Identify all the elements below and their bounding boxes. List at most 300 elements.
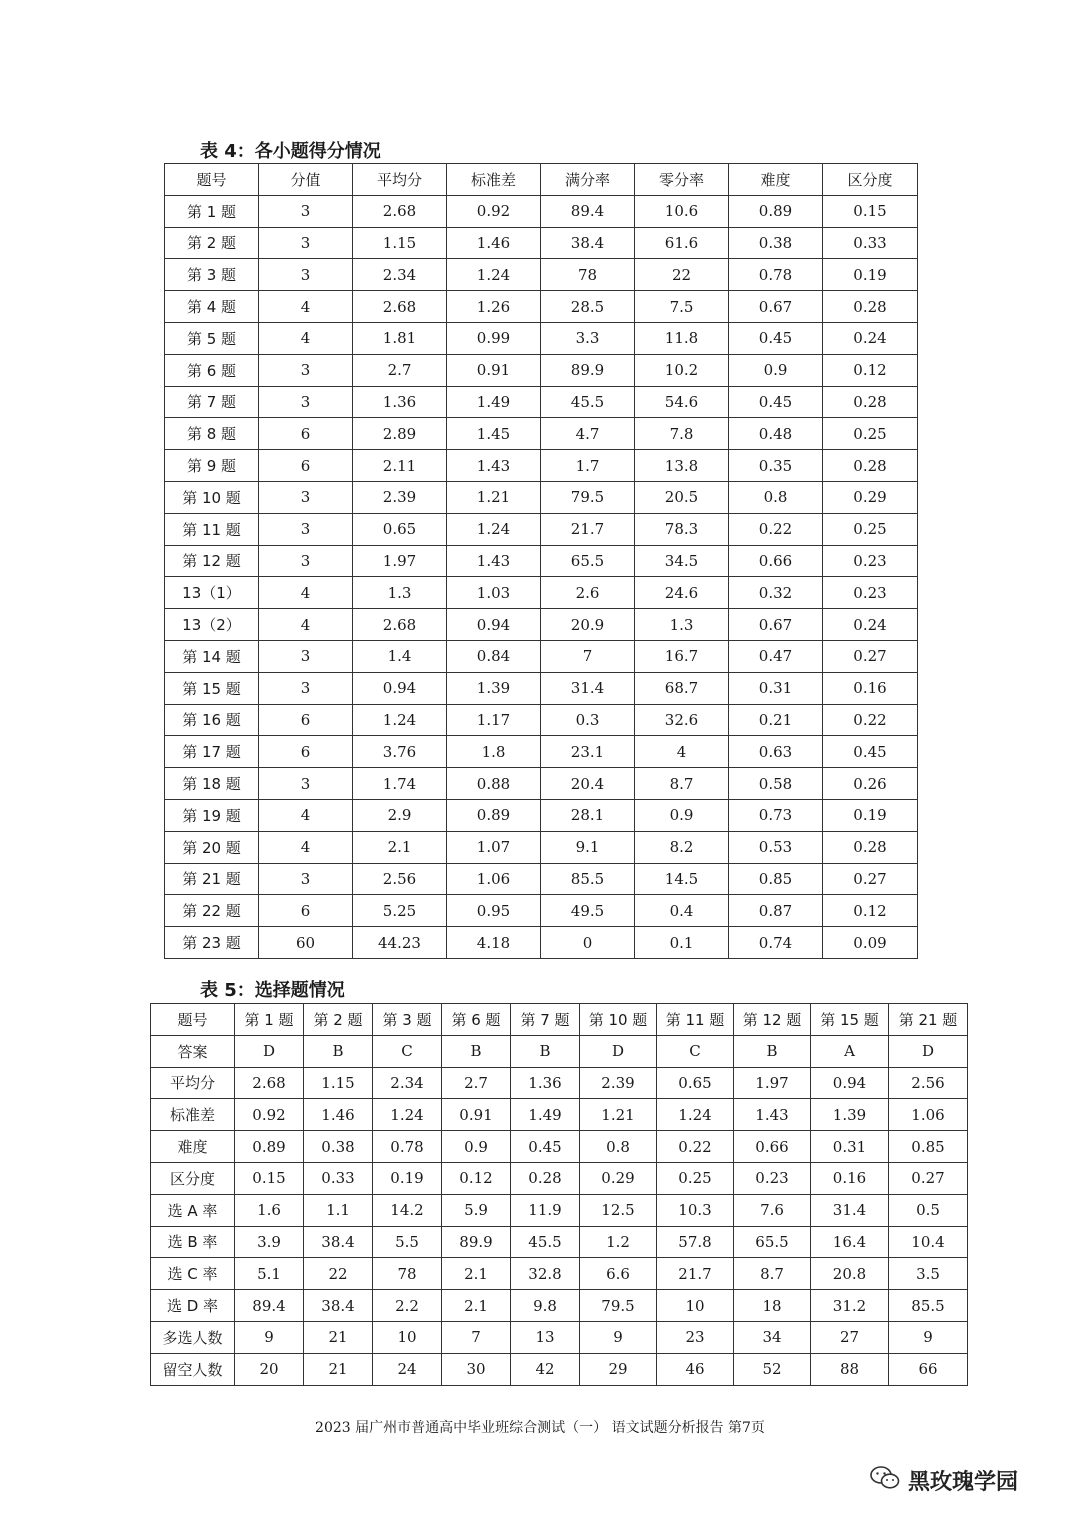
- table-cell: 2.56: [353, 863, 447, 895]
- table5-multiple-choice: [150, 1003, 968, 1386]
- table-cell: 1.97: [353, 545, 447, 577]
- table-cell: 78: [541, 259, 635, 291]
- table-cell: 1.1: [304, 1194, 373, 1226]
- table-cell: 14.2: [373, 1194, 442, 1226]
- table-cell: 2.7: [442, 1067, 511, 1099]
- table-cell: 0.4: [635, 895, 729, 927]
- table-row: [151, 1258, 968, 1290]
- table-row: [151, 1194, 968, 1226]
- table-cell: 13.8: [635, 450, 729, 482]
- table-cell: 46: [657, 1353, 734, 1385]
- table-row: [165, 799, 918, 831]
- table-cell: 4: [259, 291, 353, 323]
- table-cell: 3: [259, 513, 353, 545]
- table-cell: 31.2: [811, 1290, 889, 1322]
- table-cell: 3.5: [889, 1258, 968, 1290]
- table-cell: 14.5: [635, 863, 729, 895]
- table-cell: 0.94: [811, 1067, 889, 1099]
- table-cell: 2.1: [442, 1290, 511, 1322]
- table-cell: 1.24: [353, 704, 447, 736]
- table-cell: 1.15: [353, 227, 447, 259]
- table-cell: 1.4: [353, 640, 447, 672]
- table-row: [165, 291, 918, 323]
- page-footer: 2023 届广州市普通高中毕业班综合测试（一） 语文试题分析报告 第7页: [315, 1420, 765, 1436]
- table-cell: 6: [259, 450, 353, 482]
- table-cell: 1.39: [447, 672, 541, 704]
- table-cell: 10: [373, 1321, 442, 1353]
- table-cell: 22: [635, 259, 729, 291]
- table-row: [165, 450, 918, 482]
- table-row: [165, 640, 918, 672]
- table-cell: 44.23: [353, 927, 447, 959]
- row-label: 区分度: [151, 1162, 235, 1194]
- column-header: 第 1 题: [235, 1004, 304, 1036]
- table-cell: 38.4: [304, 1226, 373, 1258]
- table-cell: 3: [259, 259, 353, 291]
- table-cell: 89.4: [541, 195, 635, 227]
- table-cell: B: [734, 1035, 811, 1067]
- table-cell: 27: [811, 1321, 889, 1353]
- table-cell: 0.5: [889, 1194, 968, 1226]
- table-cell: 0.94: [447, 609, 541, 641]
- column-header: 第 15 题: [811, 1004, 889, 1036]
- row-label: 第 20 题: [165, 831, 259, 863]
- column-header: 第 3 题: [373, 1004, 442, 1036]
- table-cell: 5.25: [353, 895, 447, 927]
- row-label: 13（1）: [165, 577, 259, 609]
- table-cell: 4: [259, 831, 353, 863]
- table-cell: 21: [304, 1321, 373, 1353]
- table-cell: 23: [657, 1321, 734, 1353]
- table-cell: 0.45: [511, 1131, 580, 1163]
- table-cell: 0.1: [635, 927, 729, 959]
- table-cell: 13: [511, 1321, 580, 1353]
- table-cell: 0.27: [889, 1162, 968, 1194]
- table-row: [165, 609, 918, 641]
- table-cell: 4: [259, 609, 353, 641]
- table-cell: 1.24: [447, 513, 541, 545]
- table-cell: 3.3: [541, 322, 635, 354]
- table-cell: 8.7: [635, 768, 729, 800]
- table-cell: 23.1: [541, 736, 635, 768]
- table-cell: B: [304, 1035, 373, 1067]
- table-cell: 0.28: [511, 1162, 580, 1194]
- table-cell: 24.6: [635, 577, 729, 609]
- table-cell: 1.43: [447, 450, 541, 482]
- table-row: [151, 1353, 968, 1385]
- row-label: 留空人数: [151, 1353, 235, 1385]
- table-cell: A: [811, 1035, 889, 1067]
- table-cell: 0.35: [729, 450, 823, 482]
- row-label: 第 21 题: [165, 863, 259, 895]
- table-cell: 0.12: [823, 895, 918, 927]
- table-cell: 1.21: [580, 1099, 657, 1131]
- table-cell: 3: [259, 768, 353, 800]
- table-cell: 0.27: [823, 863, 918, 895]
- table-cell: 66: [889, 1353, 968, 1385]
- table-cell: 1.74: [353, 768, 447, 800]
- table-cell: 2.1: [353, 831, 447, 863]
- table-cell: 0: [541, 927, 635, 959]
- table-cell: 5.9: [442, 1194, 511, 1226]
- table-cell: 78: [373, 1258, 442, 1290]
- table-cell: 1.26: [447, 291, 541, 323]
- column-header: 满分率: [541, 164, 635, 196]
- table-cell: 0.89: [235, 1131, 304, 1163]
- table-cell: 52: [734, 1353, 811, 1385]
- table-cell: 10.6: [635, 195, 729, 227]
- table-cell: 0.19: [373, 1162, 442, 1194]
- table-cell: 0.45: [729, 386, 823, 418]
- column-header: 题号: [151, 1004, 235, 1036]
- table-cell: 68.7: [635, 672, 729, 704]
- table-cell: 0.67: [729, 291, 823, 323]
- table5-caption: 表 5：选择题情况: [200, 980, 345, 1001]
- table-cell: 1.06: [447, 863, 541, 895]
- column-header: 难度: [729, 164, 823, 196]
- table-cell: 65.5: [734, 1226, 811, 1258]
- table-cell: 0.78: [373, 1131, 442, 1163]
- table-cell: 2.56: [889, 1067, 968, 1099]
- table-cell: 0.29: [823, 481, 918, 513]
- table-cell: 0.19: [823, 259, 918, 291]
- table-cell: 5.5: [373, 1226, 442, 1258]
- table-cell: 0.25: [823, 513, 918, 545]
- table-cell: 9: [889, 1321, 968, 1353]
- table-cell: 1.06: [889, 1099, 968, 1131]
- table-cell: D: [889, 1035, 968, 1067]
- table-cell: 7.5: [635, 291, 729, 323]
- table-cell: 3: [259, 354, 353, 386]
- table-cell: 0.28: [823, 291, 918, 323]
- table-cell: 1.8: [447, 736, 541, 768]
- table-cell: 2.34: [373, 1067, 442, 1099]
- row-label: 第 2 题: [165, 227, 259, 259]
- table-cell: 9: [580, 1321, 657, 1353]
- table-row: [165, 322, 918, 354]
- table-cell: 0.23: [823, 577, 918, 609]
- table-cell: 1.24: [373, 1099, 442, 1131]
- table-cell: 0.21: [729, 704, 823, 736]
- row-label: 第 14 题: [165, 640, 259, 672]
- table-cell: 0.33: [823, 227, 918, 259]
- table-cell: 79.5: [541, 481, 635, 513]
- row-label: 第 18 题: [165, 768, 259, 800]
- table-cell: D: [235, 1035, 304, 1067]
- table-cell: 49.5: [541, 895, 635, 927]
- table-cell: 0.31: [811, 1131, 889, 1163]
- row-label: 第 11 题: [165, 513, 259, 545]
- table-cell: 0.95: [447, 895, 541, 927]
- row-label: 第 7 题: [165, 386, 259, 418]
- table-cell: 1.03: [447, 577, 541, 609]
- table-cell: 0.85: [729, 863, 823, 895]
- table-cell: 0.8: [729, 481, 823, 513]
- table-cell: 3: [259, 481, 353, 513]
- table-cell: 3.9: [235, 1226, 304, 1258]
- table-cell: 2.11: [353, 450, 447, 482]
- table-cell: 34: [734, 1321, 811, 1353]
- table-cell: 1.2: [580, 1226, 657, 1258]
- table-cell: 0.38: [304, 1131, 373, 1163]
- table-cell: 24: [373, 1353, 442, 1385]
- table-cell: 0.23: [823, 545, 918, 577]
- column-header: 第 6 题: [442, 1004, 511, 1036]
- table-cell: 1.43: [447, 545, 541, 577]
- table-row: [165, 927, 918, 959]
- table-cell: 4: [635, 736, 729, 768]
- table-cell: 0.47: [729, 640, 823, 672]
- table-cell: 0.19: [823, 799, 918, 831]
- table-cell: 21.7: [657, 1258, 734, 1290]
- table-cell: 0.88: [447, 768, 541, 800]
- row-label: 13（2）: [165, 609, 259, 641]
- table-cell: 0.92: [235, 1099, 304, 1131]
- table-cell: 0.25: [657, 1162, 734, 1194]
- row-label: 第 3 题: [165, 259, 259, 291]
- table-cell: 28.5: [541, 291, 635, 323]
- table-row: [165, 386, 918, 418]
- table-cell: 0.58: [729, 768, 823, 800]
- table-cell: 0.24: [823, 609, 918, 641]
- column-header: 第 21 题: [889, 1004, 968, 1036]
- table-cell: 1.81: [353, 322, 447, 354]
- column-header: 分值: [259, 164, 353, 196]
- table-cell: 3: [259, 640, 353, 672]
- table-cell: 0.3: [541, 704, 635, 736]
- column-header: 平均分: [353, 164, 447, 196]
- table-cell: 2.6: [541, 577, 635, 609]
- column-header: 题号: [165, 164, 259, 196]
- table-cell: 1.7: [541, 450, 635, 482]
- table-cell: 4.7: [541, 418, 635, 450]
- table-cell: 0.26: [823, 768, 918, 800]
- table-cell: 1.3: [353, 577, 447, 609]
- row-label: 选 A 率: [151, 1194, 235, 1226]
- table-cell: 6: [259, 418, 353, 450]
- table-cell: 20.4: [541, 768, 635, 800]
- table-cell: 54.6: [635, 386, 729, 418]
- table-cell: 20.9: [541, 609, 635, 641]
- row-label: 难度: [151, 1131, 235, 1163]
- table-cell: 0.89: [447, 799, 541, 831]
- table-cell: 0.48: [729, 418, 823, 450]
- table-cell: 20.5: [635, 481, 729, 513]
- table-cell: 10.2: [635, 354, 729, 386]
- table-cell: 1.3: [635, 609, 729, 641]
- table-cell: 22: [304, 1258, 373, 1290]
- table-cell: 85.5: [889, 1290, 968, 1322]
- table-cell: 4: [259, 799, 353, 831]
- row-label: 第 19 题: [165, 799, 259, 831]
- table-cell: 60: [259, 927, 353, 959]
- table-cell: 0.99: [447, 322, 541, 354]
- table-cell: 10: [657, 1290, 734, 1322]
- table-cell: B: [442, 1035, 511, 1067]
- table-cell: 65.5: [541, 545, 635, 577]
- table-row: [151, 1099, 968, 1131]
- header-row: [151, 1004, 968, 1036]
- table-cell: 0.27: [823, 640, 918, 672]
- table-row: [165, 863, 918, 895]
- table-cell: 1.21: [447, 481, 541, 513]
- table-cell: 89.9: [442, 1226, 511, 1258]
- table-cell: 1.24: [657, 1099, 734, 1131]
- table-cell: 1.49: [447, 386, 541, 418]
- table-cell: B: [511, 1035, 580, 1067]
- table-cell: 7: [541, 640, 635, 672]
- table-row: [165, 195, 918, 227]
- table-cell: 0.89: [729, 195, 823, 227]
- table-cell: 0.9: [729, 354, 823, 386]
- row-label: 第 23 题: [165, 927, 259, 959]
- table-row: [165, 895, 918, 927]
- table-cell: 0.65: [353, 513, 447, 545]
- table-cell: 0.28: [823, 831, 918, 863]
- table-cell: 2.68: [235, 1067, 304, 1099]
- table4-caption: 表 4：各小题得分情况: [200, 141, 381, 162]
- column-header: 第 11 题: [657, 1004, 734, 1036]
- table-cell: 0.63: [729, 736, 823, 768]
- table-cell: 1.36: [353, 386, 447, 418]
- column-header: 第 2 题: [304, 1004, 373, 1036]
- table-cell: 1.24: [447, 259, 541, 291]
- column-header: 第 7 题: [511, 1004, 580, 1036]
- table-cell: D: [580, 1035, 657, 1067]
- table-cell: 20: [235, 1353, 304, 1385]
- table-cell: 2.39: [353, 481, 447, 513]
- table-cell: 1.39: [811, 1099, 889, 1131]
- table-cell: 9: [235, 1321, 304, 1353]
- table-cell: 28.1: [541, 799, 635, 831]
- table-cell: C: [373, 1035, 442, 1067]
- table-cell: 0.29: [580, 1162, 657, 1194]
- table-cell: 20.8: [811, 1258, 889, 1290]
- table-cell: 2.2: [373, 1290, 442, 1322]
- table-cell: 2.1: [442, 1258, 511, 1290]
- table-cell: 11.8: [635, 322, 729, 354]
- table-cell: 0.8: [580, 1131, 657, 1163]
- table-cell: 0.87: [729, 895, 823, 927]
- table-cell: 0.28: [823, 386, 918, 418]
- table-cell: 2.39: [580, 1067, 657, 1099]
- table-cell: 0.33: [304, 1162, 373, 1194]
- table-row: [165, 704, 918, 736]
- table-cell: 0.25: [823, 418, 918, 450]
- table-row: [165, 354, 918, 386]
- table-cell: 1.46: [304, 1099, 373, 1131]
- table-cell: 0.53: [729, 831, 823, 863]
- table-cell: 1.46: [447, 227, 541, 259]
- table-cell: 3.76: [353, 736, 447, 768]
- table-cell: 0.15: [823, 195, 918, 227]
- table-row: [165, 672, 918, 704]
- header-row: [165, 164, 918, 196]
- table-cell: 0.74: [729, 927, 823, 959]
- row-label: 第 6 题: [165, 354, 259, 386]
- table-cell: 6: [259, 895, 353, 927]
- table-cell: 2.7: [353, 354, 447, 386]
- row-label: 第 15 题: [165, 672, 259, 704]
- table-cell: 4: [259, 322, 353, 354]
- table-cell: 18: [734, 1290, 811, 1322]
- table-cell: 1.97: [734, 1067, 811, 1099]
- table-cell: 4.18: [447, 927, 541, 959]
- table-cell: 2.9: [353, 799, 447, 831]
- table-cell: 0.23: [734, 1162, 811, 1194]
- table-row: [165, 259, 918, 291]
- table-row: [165, 545, 918, 577]
- table-cell: 9.1: [541, 831, 635, 863]
- table-cell: 2.68: [353, 291, 447, 323]
- table4-score-by-question: [164, 163, 918, 959]
- wechat-icon: [870, 1465, 900, 1495]
- table-cell: 0.9: [635, 799, 729, 831]
- table-cell: 57.8: [657, 1226, 734, 1258]
- table-cell: 89.4: [235, 1290, 304, 1322]
- table-cell: 0.31: [729, 672, 823, 704]
- table-cell: 0.12: [442, 1162, 511, 1194]
- table-cell: 0.91: [442, 1099, 511, 1131]
- column-header: 标准差: [447, 164, 541, 196]
- table-cell: 42: [511, 1353, 580, 1385]
- table-cell: 1.36: [511, 1067, 580, 1099]
- table-cell: 29: [580, 1353, 657, 1385]
- row-label: 第 8 题: [165, 418, 259, 450]
- table-cell: 7.6: [734, 1194, 811, 1226]
- table-cell: 6: [259, 704, 353, 736]
- table-cell: 0.16: [823, 672, 918, 704]
- table-cell: 0.91: [447, 354, 541, 386]
- table-cell: 0.12: [823, 354, 918, 386]
- table-cell: 0.22: [657, 1131, 734, 1163]
- table-cell: 0.22: [823, 704, 918, 736]
- table-row: [151, 1067, 968, 1099]
- table-cell: 0.85: [889, 1131, 968, 1163]
- table-cell: 0.66: [729, 545, 823, 577]
- table-cell: 1.15: [304, 1067, 373, 1099]
- row-label: 第 9 题: [165, 450, 259, 482]
- table-cell: 89.9: [541, 354, 635, 386]
- table-cell: C: [657, 1035, 734, 1067]
- table-cell: 45.5: [541, 386, 635, 418]
- table-cell: 0.9: [442, 1131, 511, 1163]
- table-cell: 8.2: [635, 831, 729, 863]
- row-label: 第 5 题: [165, 322, 259, 354]
- row-label: 答案: [151, 1035, 235, 1067]
- table-cell: 45.5: [511, 1226, 580, 1258]
- table-cell: 12.5: [580, 1194, 657, 1226]
- table-cell: 1.45: [447, 418, 541, 450]
- table-row: [151, 1035, 968, 1067]
- table-cell: 1.6: [235, 1194, 304, 1226]
- watermark-text: 黑玫瑰学园: [908, 1469, 1019, 1495]
- table-row: [151, 1131, 968, 1163]
- table-cell: 61.6: [635, 227, 729, 259]
- table-cell: 16.4: [811, 1226, 889, 1258]
- table-cell: 0.32: [729, 577, 823, 609]
- table-cell: 32.8: [511, 1258, 580, 1290]
- table-cell: 0.45: [823, 736, 918, 768]
- table-cell: 1.43: [734, 1099, 811, 1131]
- row-label: 第 16 题: [165, 704, 259, 736]
- table-row: [151, 1321, 968, 1353]
- table-cell: 16.7: [635, 640, 729, 672]
- table-cell: 0.78: [729, 259, 823, 291]
- table-cell: 0.73: [729, 799, 823, 831]
- row-label: 第 22 题: [165, 895, 259, 927]
- watermark: [870, 1460, 1018, 1500]
